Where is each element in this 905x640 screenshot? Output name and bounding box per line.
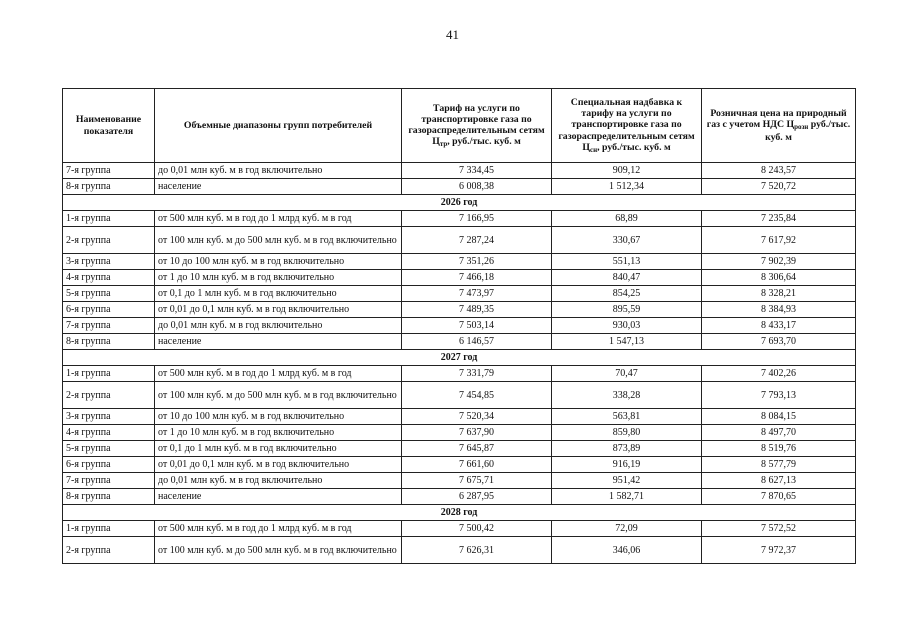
range-cell: от 0,01 до 0,1 млн куб. м в год включительно	[155, 457, 402, 473]
markup-cell: 895,59	[552, 302, 702, 318]
range-cell: население	[155, 334, 402, 350]
retail-cell: 8 243,57	[702, 163, 856, 179]
group-cell: 5-я группа	[63, 441, 155, 457]
markup-cell: 346,06	[552, 537, 702, 564]
tariff-cell: 7 166,95	[402, 211, 552, 227]
tariff-cell: 7 331,79	[402, 366, 552, 382]
markup-cell: 70,47	[552, 366, 702, 382]
group-cell: 2-я группа	[63, 537, 155, 564]
year-label: 2027 год	[63, 350, 856, 366]
tariff-cell: 7 675,71	[402, 473, 552, 489]
range-cell: от 500 млн куб. м в год до 1 млрд куб. м в год	[155, 521, 402, 537]
markup-cell: 1 547,13	[552, 334, 702, 350]
tariff-cell: 7 645,87	[402, 441, 552, 457]
range-cell: от 500 млн куб. м в год до 1 млрд куб. м в год	[155, 366, 402, 382]
header-tariff: Тариф на услуги по транспортировке газа по газораспределительным сетям $Ц_{тр}$, руб./тыс. куб. м	[402, 89, 552, 163]
group-cell: 2-я группа	[63, 382, 155, 409]
markup-cell: 854,25	[552, 286, 702, 302]
tariff-cell: 7 334,45	[402, 163, 552, 179]
group-cell: 6-я группа	[63, 457, 155, 473]
range-cell: от 0,1 до 1 млн куб. м в год включительно	[155, 286, 402, 302]
retail-cell: 8 433,17	[702, 318, 856, 334]
group-cell: 1-я группа	[63, 521, 155, 537]
group-cell: 8-я группа	[63, 489, 155, 505]
header-name: Наименование показателя	[63, 89, 155, 163]
markup-cell: 68,89	[552, 211, 702, 227]
table-row	[63, 457, 856, 473]
range-cell: до 0,01 млн куб. м в год включительно	[155, 473, 402, 489]
table-row	[63, 425, 856, 441]
year-label: 2026 год	[63, 195, 856, 211]
markup-cell: 330,67	[552, 227, 702, 254]
markup-cell: 930,03	[552, 318, 702, 334]
group-cell: 2-я группа	[63, 227, 155, 254]
tariff-cell: 7 466,18	[402, 270, 552, 286]
tariff-cell: 7 351,26	[402, 254, 552, 270]
retail-cell: 7 870,65	[702, 489, 856, 505]
table-row	[63, 334, 856, 350]
range-cell: население	[155, 489, 402, 505]
retail-cell: 8 577,79	[702, 457, 856, 473]
tariff-cell: 7 454,85	[402, 382, 552, 409]
group-cell: 1-я группа	[63, 366, 155, 382]
group-cell: 3-я группа	[63, 254, 155, 270]
table-row	[63, 227, 856, 254]
range-cell: от 100 млн куб. м до 500 млн куб. м в год включительно	[155, 537, 402, 564]
table-row	[63, 318, 856, 334]
table-row	[63, 286, 856, 302]
tariff-cell: 7 500,42	[402, 521, 552, 537]
markup-cell: 909,12	[552, 163, 702, 179]
range-cell: от 100 млн куб. м до 500 млн куб. м в год включительно	[155, 227, 402, 254]
table-row	[63, 521, 856, 537]
markup-cell: 873,89	[552, 441, 702, 457]
markup-cell: 551,13	[552, 254, 702, 270]
tariff-cell: 6 146,57	[402, 334, 552, 350]
retail-cell: 7 793,13	[702, 382, 856, 409]
markup-cell: 563,81	[552, 409, 702, 425]
retail-cell: 7 693,70	[702, 334, 856, 350]
range-cell: от 10 до 100 млн куб. м в год включительно	[155, 254, 402, 270]
retail-cell: 8 497,70	[702, 425, 856, 441]
table-row	[63, 382, 856, 409]
range-cell: от 500 млн куб. м в год до 1 млрд куб. м в год	[155, 211, 402, 227]
tariff-cell: 7 503,14	[402, 318, 552, 334]
retail-cell: 7 617,92	[702, 227, 856, 254]
table-row	[63, 254, 856, 270]
markup-cell: 338,28	[552, 382, 702, 409]
range-cell: до 0,01 млн куб. м в год включительно	[155, 163, 402, 179]
range-cell: до 0,01 млн куб. м в год включительно	[155, 318, 402, 334]
group-cell: 3-я группа	[63, 409, 155, 425]
table-row	[63, 270, 856, 286]
range-cell: от 0,1 до 1 млн куб. м в год включительно	[155, 441, 402, 457]
table-row	[63, 211, 856, 227]
tariff-cell: 7 489,35	[402, 302, 552, 318]
table-row	[63, 366, 856, 382]
retail-cell: 7 902,39	[702, 254, 856, 270]
tariff-cell: 7 626,31	[402, 537, 552, 564]
table-row	[63, 537, 856, 564]
range-cell: от 1 до 10 млн куб. м в год включительно	[155, 425, 402, 441]
markup-cell: 840,47	[552, 270, 702, 286]
table-body	[63, 163, 856, 564]
table-row	[63, 489, 856, 505]
range-cell: от 10 до 100 млн куб. м в год включительно	[155, 409, 402, 425]
retail-cell: 8 306,64	[702, 270, 856, 286]
markup-cell: 859,80	[552, 425, 702, 441]
retail-cell: 7 402,26	[702, 366, 856, 382]
retail-cell: 7 235,84	[702, 211, 856, 227]
year-row	[63, 505, 856, 521]
tariff-cell: 6 008,38	[402, 179, 552, 195]
group-cell: 7-я группа	[63, 318, 155, 334]
range-cell: население	[155, 179, 402, 195]
retail-cell: 7 572,52	[702, 521, 856, 537]
range-cell: от 1 до 10 млн куб. м в год включительно	[155, 270, 402, 286]
tariff-cell: 7 520,34	[402, 409, 552, 425]
year-row	[63, 195, 856, 211]
group-cell: 8-я группа	[63, 334, 155, 350]
table-row	[63, 441, 856, 457]
tariff-cell: 6 287,95	[402, 489, 552, 505]
range-cell: от 100 млн куб. м до 500 млн куб. м в год включительно	[155, 382, 402, 409]
retail-cell: 8 519,76	[702, 441, 856, 457]
group-cell: 7-я группа	[63, 473, 155, 489]
group-cell: 4-я группа	[63, 270, 155, 286]
markup-cell: 951,42	[552, 473, 702, 489]
page-number: 41	[446, 27, 459, 42]
header-markup: Специальная надбавка к тарифу на услуги по транспортировке газа по газораспределительным сетям $Ц_{сн}$, руб./тыс. куб. м	[552, 89, 702, 163]
group-cell: 1-я группа	[63, 211, 155, 227]
tariff-table	[62, 88, 856, 564]
retail-cell: 8 627,13	[702, 473, 856, 489]
group-cell: 7-я группа	[63, 163, 155, 179]
group-cell: 8-я группа	[63, 179, 155, 195]
markup-cell: 1 512,34	[552, 179, 702, 195]
year-label: 2028 год	[63, 505, 856, 521]
tariff-cell: 7 287,24	[402, 227, 552, 254]
retail-cell: 7 972,37	[702, 537, 856, 564]
markup-cell: 72,09	[552, 521, 702, 537]
markup-cell: 1 582,71	[552, 489, 702, 505]
range-cell: от 0,01 до 0,1 млн куб. м в год включительно	[155, 302, 402, 318]
group-cell: 6-я группа	[63, 302, 155, 318]
retail-cell: 8 328,21	[702, 286, 856, 302]
retail-cell: 7 520,72	[702, 179, 856, 195]
header-row	[63, 89, 856, 163]
year-row	[63, 350, 856, 366]
tariff-cell: 7 661,60	[402, 457, 552, 473]
group-cell: 5-я группа	[63, 286, 155, 302]
group-cell: 4-я группа	[63, 425, 155, 441]
tariff-cell: 7 637,90	[402, 425, 552, 441]
markup-cell: 916,19	[552, 457, 702, 473]
table-row	[63, 473, 856, 489]
table-row	[63, 179, 856, 195]
retail-cell: 8 084,15	[702, 409, 856, 425]
header-retail: Розничная цена на природный газ с учетом НДС $Ц_{розн}$ руб./тыс. куб. м	[702, 89, 856, 163]
table-row	[63, 409, 856, 425]
table-row	[63, 163, 856, 179]
tariff-cell: 7 473,97	[402, 286, 552, 302]
header-ranges: Объемные диапазоны групп потребителей	[155, 89, 402, 163]
table-row	[63, 302, 856, 318]
retail-cell: 8 384,93	[702, 302, 856, 318]
